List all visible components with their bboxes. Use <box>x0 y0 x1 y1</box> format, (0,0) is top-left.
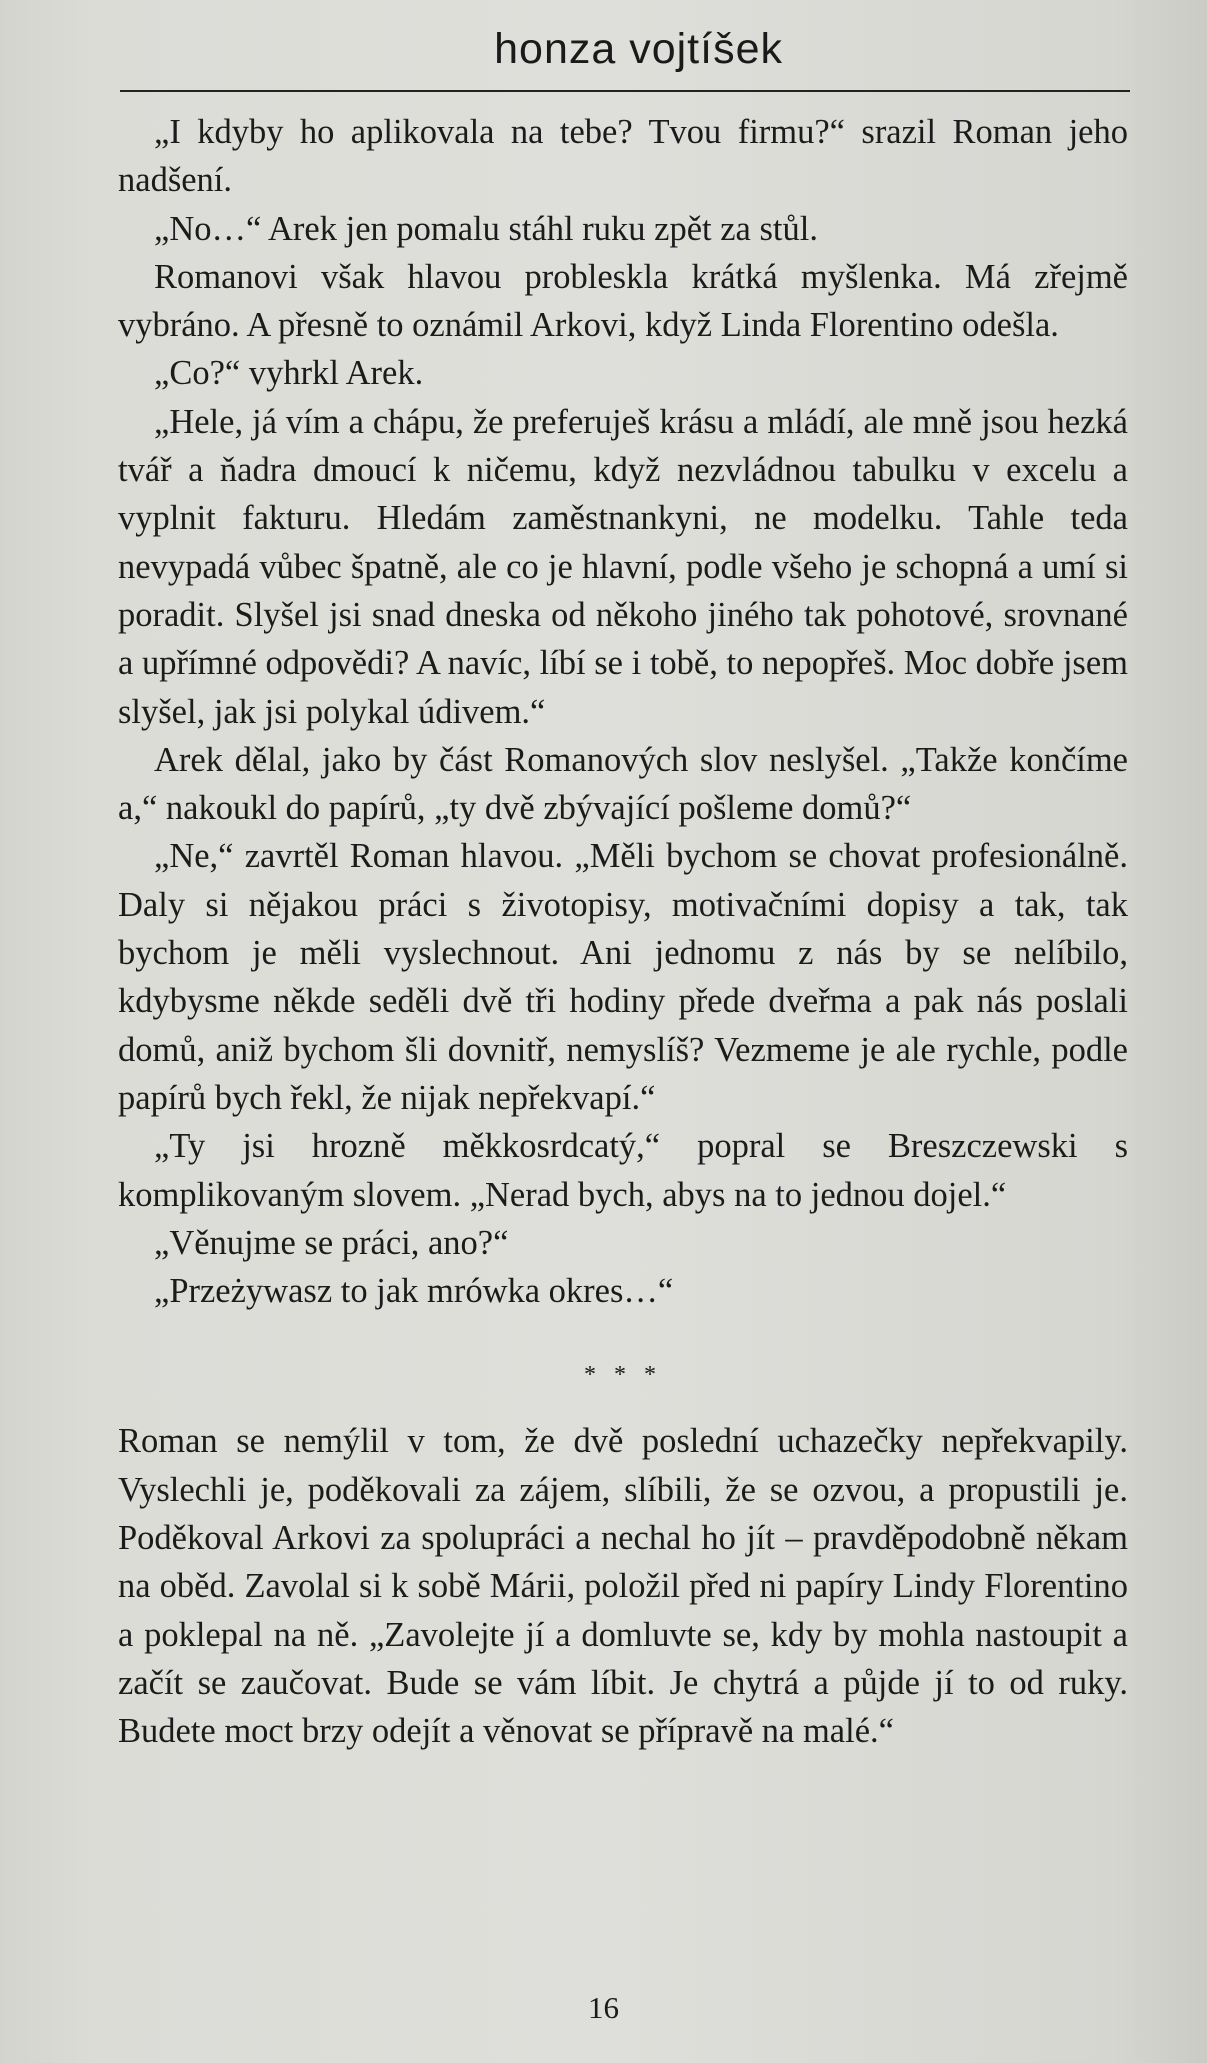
running-header-title: honza vojtíšek <box>494 25 783 73</box>
paragraph: „Co?“ vyhrkl Arek. <box>154 354 424 393</box>
paragraph: „Věnujme se práci, ano?“ <box>154 1223 509 1262</box>
paragraph: „No…“ Arek jen pomalu stáhl ruku zpět za stůl. <box>154 209 818 248</box>
paragraph: „Przeżywasz to jak mrówka okres…“ <box>154 1272 674 1311</box>
paragraph: Arek dělal, jako by část Romanových slov neslyšel. „Takže končíme a,“ nakoukl do papírů, „ty dvě zbývající pošleme domů?“ <box>118 740 1128 828</box>
paragraph: „Hele, já vím a chápu, že preferuješ krásu a mládí, ale mně jsou hezká tvář a ňadra dmoucí k ničemu, když nezvládnou tabulku v excelu a vyplnit fakturu. Hledám zaměstnankyni, ne modelku. Tahle teda nevypadá vůbec špatně, ale co je hlavní, podle všeho je schopná a umí si poradit. Slyšel jsi snad dneska od někoho jiného tak pohotové, srovnané a upřímné odpovědi? A navíc, líbí se i tobě, to nepopřeš. Moc dobře jsem slyšel, jak jsi polykal údivem.“ <box>118 402 1128 731</box>
section-separator: * * * <box>584 1362 662 1389</box>
paragraph: „Ty jsi hrozně měkkosrdcatý,“ popral se Breszczewski s komplikovaným slovem. „Nerad bych, abys na to jednou dojel.“ <box>118 1127 1128 1214</box>
body-text <box>118 108 1128 1756</box>
paragraph: „Ne,“ zavrtěl Roman hlavou. „Měli bychom se chovat profesionálně. Daly si nějakou práci s životopisy, motivačními dopisy a tak, tak bychom je měli vyslechnout. Ani jednomu z nás by se nelíbilo, kdybysme někde seděli dvě tři hodiny přede dveřma a pak nás poslali domů, aniž bychom šli dovnitř, nemyslíš? Vezmeme je ale rychle, podle papírů bych řekl, že nijak nepřekvapí.“ <box>118 837 1128 1117</box>
paragraph: „I kdyby ho aplikovala na tebe? Tvou firmu?“ srazil Roman jeho nadšení. <box>118 113 1128 200</box>
paragraph: Roman se nemýlil v tom, že dvě poslední uchazečky nepřekvapily. Vyslechli je, poděkovali za zájem, slíbili, že se ozvou, a propustili je. Poděkoval Arkovi za spolupráci a nechal ho jít – pravděpodobně někam na oběd. Zavolal si k sobě Márii, položil před ni papíry Lindy Florentino a poklepal na ně. „Zavolejte jí a domluvte se, kdy by mohla nastoupit a začít se zaučovat. Bude se vám líbit. Je chytrá a půjde jí to od ruky. Budete moct brzy odejít a věnovat se přípravě na malé.“ <box>118 1422 1128 1751</box>
running-header <box>120 20 1130 92</box>
page-number: 16 <box>588 1990 619 2025</box>
paragraph: Romanovi však hlavou probleskla krátká myšlenka. Má zřejmě vybráno. A přesně to oznámil Arkovi, když Linda Florentino odešla. <box>118 257 1128 345</box>
